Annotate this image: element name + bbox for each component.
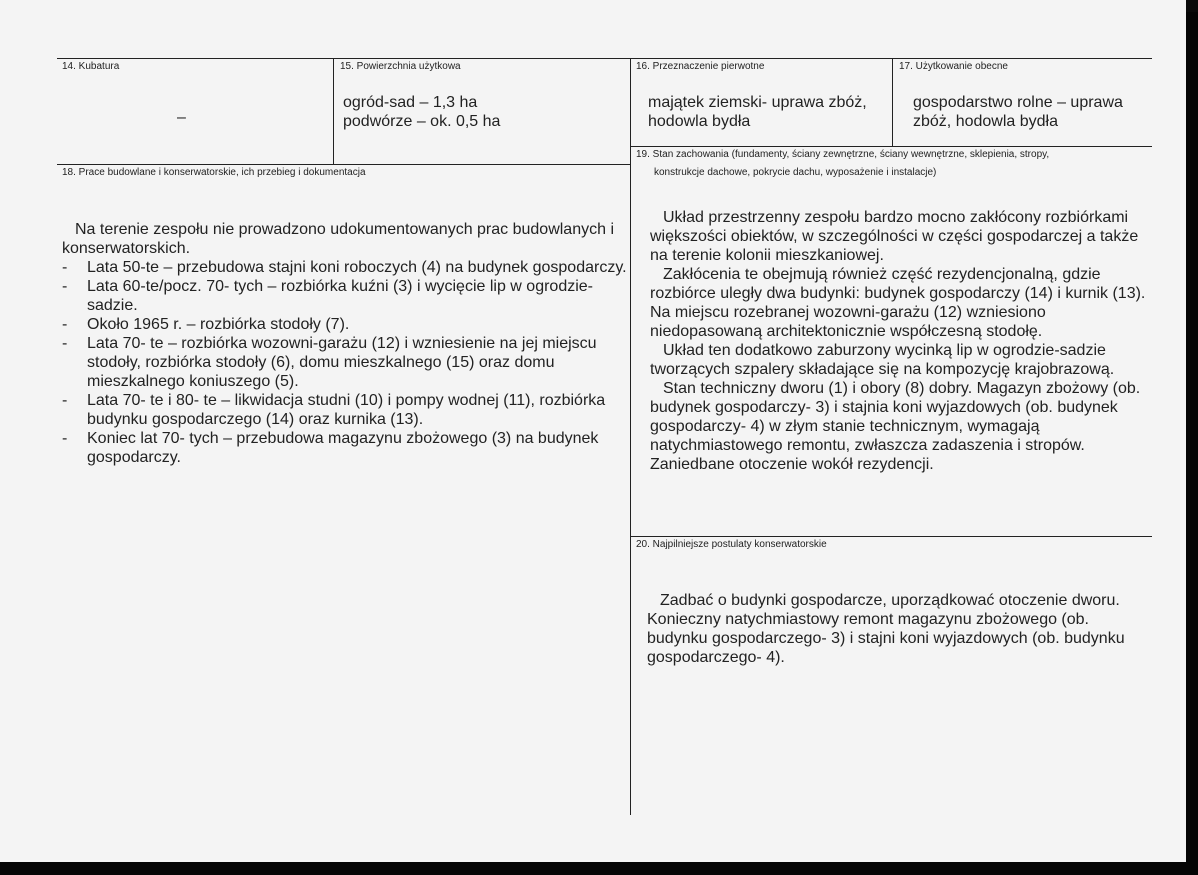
field-16-line: majątek ziemski- uprawa zbóż, — [648, 94, 867, 111]
field-19-paragraph: Układ przestrzenny zespołu bardzo mocno zakłócony rozbiórkami większości obiektów, w szczególności w części gospodarczej a także na terenie kolonii mieszkaniowej. — [650, 209, 1139, 264]
rule-col-3 — [892, 58, 893, 146]
rule-above-20 — [630, 536, 1152, 537]
rule-col-1 — [333, 58, 334, 164]
list-item: - Lata 70- te i 80- te – likwidacja studni (10) i pompy wodnej (11), rozbiórka budynku gospodarczego (14) oraz kurnika (13). — [62, 391, 637, 429]
field-19-body — [650, 208, 1150, 474]
rule-above-19 — [630, 146, 1152, 147]
list-item: - Lata 50-te – przebudowa stajni koni roboczych (4) na budynek gospodarczy. — [62, 258, 637, 277]
field-20-label: 20. Najpilniejsze postulaty konserwatorskie — [636, 539, 827, 550]
field-20-body — [647, 591, 1149, 667]
field-17-label: 17. Użytkowanie obecne — [899, 61, 1008, 72]
field-17-line: gospodarstwo rolne – uprawa — [913, 94, 1123, 111]
field-19-label — [636, 148, 1049, 179]
field-19-label-line: konstrukcje dachowe, pokrycie dachu, wyposażenie i instalacje) — [654, 167, 937, 178]
field-15-line: ogród-sad – 1,3 ha — [343, 94, 478, 111]
field-18-body — [62, 220, 637, 467]
field-18-intro: Na terenie zespołu nie prowadzono udokumentowanych prac budowlanych i konserwatorskich. — [62, 221, 614, 257]
field-19-label-line: 19. Stan zachowania (fundamenty, ściany zewnętrzne, ściany wewnętrzne, sklepienia, stropy, — [636, 149, 1050, 160]
rule-top — [57, 58, 1152, 59]
field-16-line: hodowla bydła — [648, 113, 751, 130]
rule-above-18 — [57, 164, 630, 165]
field-20-text: Zadbać o budynki gospodarcze, uporządkować otoczenie dworu. Konieczny natychmiastowy remont magazynu zbożowego (ob. budynku gospodarczego- 3) i stajni koni wyjazdowych (ob. budynku gospodarczego- 4). — [647, 592, 1125, 666]
field-16-label: 16. Przeznaczenie pierwotne — [636, 61, 765, 72]
list-item: - Lata 60-te/pocz. 70- tych – rozbiórka kuźni (3) i wycięcie lip w ogrodzie-sadzie. — [62, 277, 637, 315]
field-19-paragraph: Układ ten dodatkowo zaburzony wycinką lip w ogrodzie-sadzie tworzących szpalery składające się na kompozycję krajobrazową. — [650, 342, 1115, 378]
scan-border-bottom — [0, 862, 1198, 875]
field-15-label: 15. Powierzchnia użytkowa — [340, 61, 461, 72]
field-14-value: – — [177, 109, 186, 126]
field-14-label: 14. Kubatura — [62, 61, 120, 72]
field-15-line: podwórze – ok. 0,5 ha — [343, 113, 501, 130]
field-16-value — [648, 93, 867, 131]
field-18-list — [62, 258, 637, 467]
field-19-paragraph: Zakłócenia te obejmują również część rezydencjonalną, gdzie rozbiórce uległy dwa budynki: budynek gospodarczy (14) i kurnik (13). Na miejscu rozebranej wozowni-garażu (12) wzniesiono niedopasowaną architektonicznie współczesną stodołę. — [650, 266, 1146, 340]
list-item: - Około 1965 r. – rozbiórka stodoły (7). — [62, 315, 637, 334]
list-item: - Koniec lat 70- tych – przebudowa magazynu zbożowego (3) na budynek gospodarczy. — [62, 429, 637, 467]
field-15-value — [343, 93, 500, 131]
list-item: - Lata 70- te – rozbiórka wozowni-garażu (12) i wzniesienie na jej miejscu stodoły, rozbiórka stodoły (6), domu mieszkalnego (15) oraz domu mieszkalnego koniuszego (5). — [62, 334, 637, 391]
field-17-line: zbóż, hodowla bydła — [913, 113, 1058, 130]
scan-border-right — [1186, 12, 1198, 875]
field-18-label: 18. Prace budowlane i konserwatorskie, ich przebieg i dokumentacja — [62, 167, 366, 178]
field-19-paragraph: Stan techniczny dworu (1) i obory (8) dobry. Magazyn zbożowy (ob. budynek gospodarczy- 3) i stajnia koni wyjazdowych (ob. budynek gospodarczy- 4) w złym stanie technicznym, wymagają natychmiastowego remontu, zwłaszcza zadaszenia i stropów. Zaniedbane otoczenie wokół rezydencji. — [650, 380, 1141, 473]
field-17-value — [913, 93, 1123, 131]
